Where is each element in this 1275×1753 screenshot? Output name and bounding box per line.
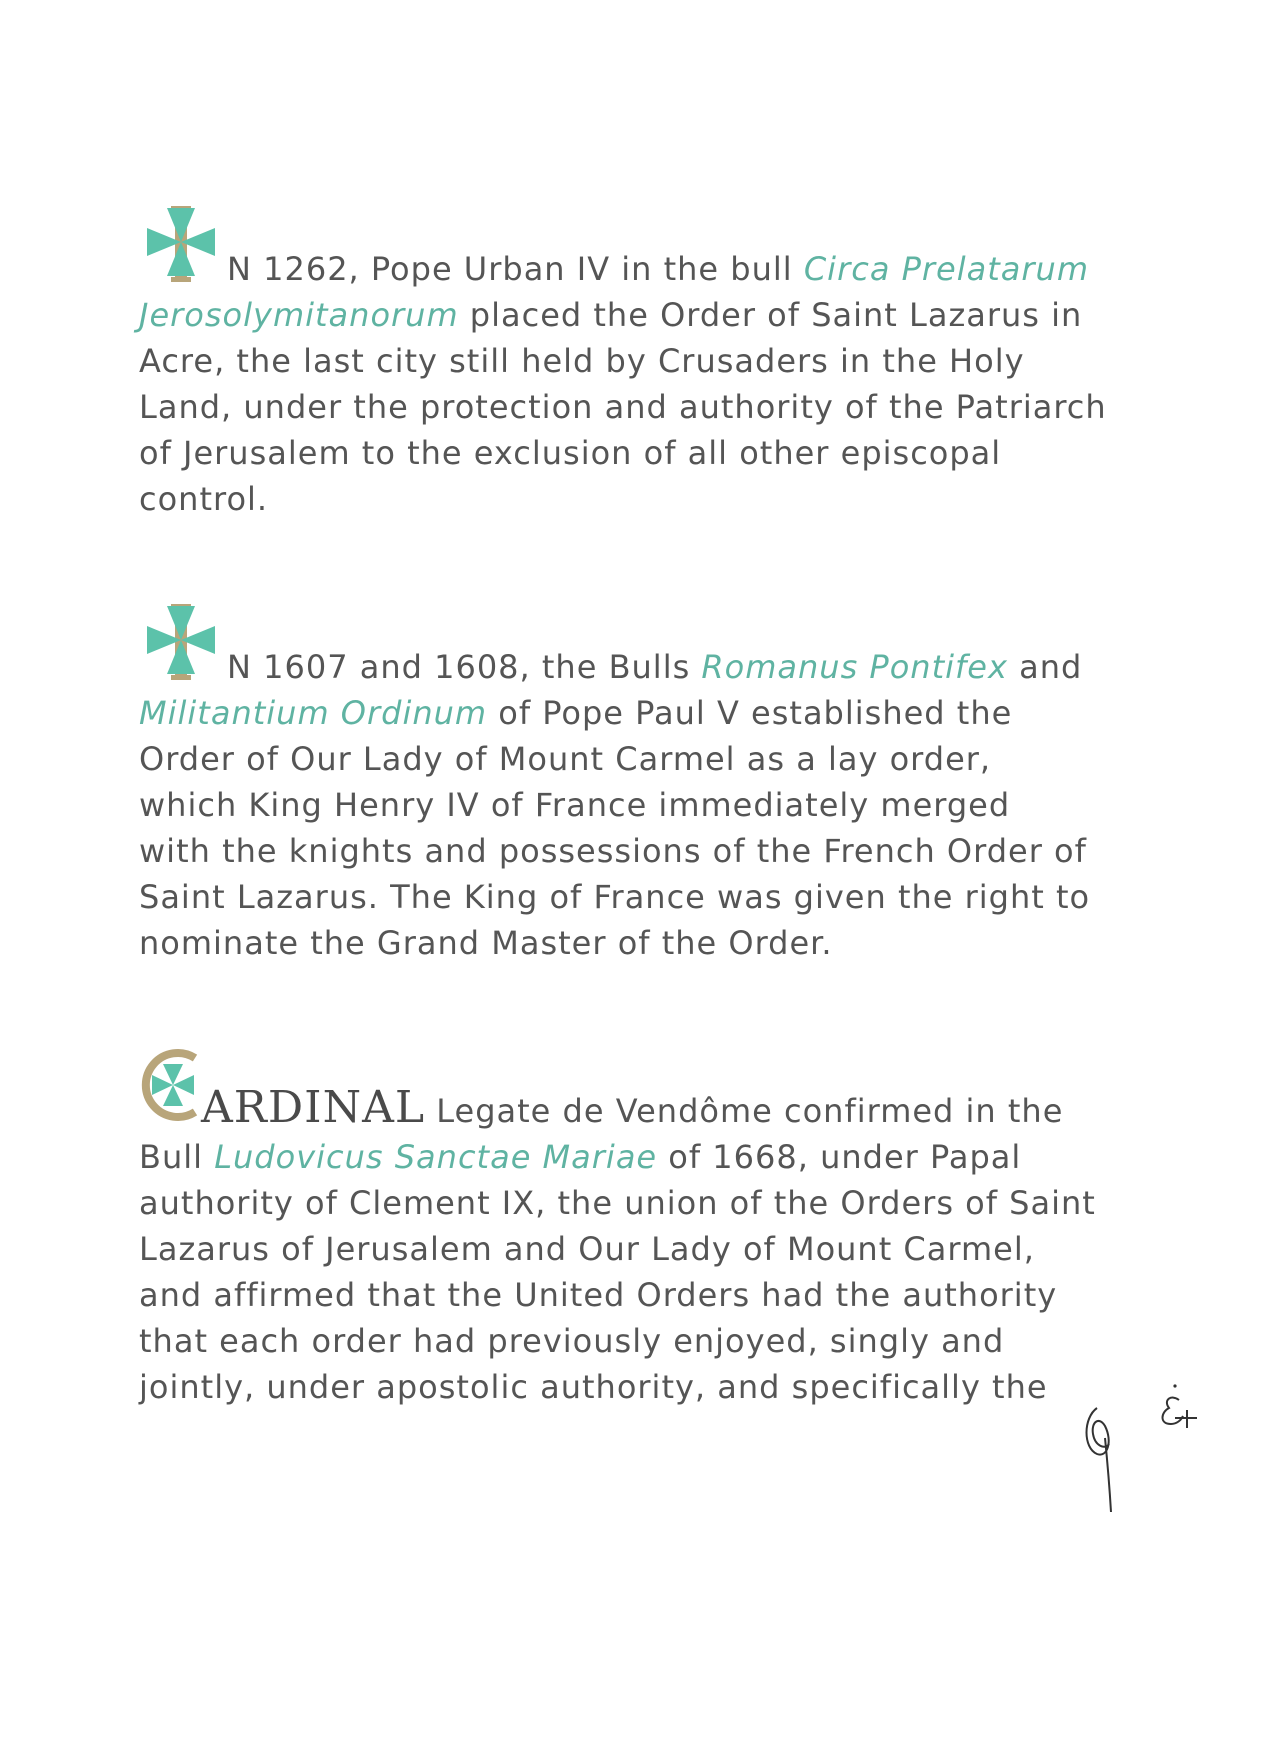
illuminated-initial-i xyxy=(139,228,227,286)
line: control. xyxy=(139,480,269,518)
cross-in-c-icon xyxy=(135,1044,207,1126)
line-text: N 1607 and 1608, the Bulls xyxy=(227,648,702,686)
handwritten-initials-signature xyxy=(1075,1378,1205,1518)
line: and affirmed that the United Orders had the authority xyxy=(139,1276,1058,1314)
latin-title: Ludovicus Sanctae Mariae xyxy=(214,1138,658,1176)
maltese-cross-icon xyxy=(137,596,233,686)
line: with the knights and possessions of the French Order of xyxy=(139,832,1087,870)
line: that each order had previously enjoyed, singly and xyxy=(139,1322,1005,1360)
line-text: Legate de Vendôme confirmed in the xyxy=(425,1092,1064,1130)
line-text: Bull xyxy=(139,1138,215,1176)
line-text: placed the Order of Saint Lazarus in xyxy=(458,296,1083,334)
line-text: N 1262, Pope Urban IV in the bull xyxy=(227,250,804,288)
line: Order of Our Lady of Mount Carmel as a lay order, xyxy=(139,740,992,778)
line xyxy=(139,292,1119,338)
line xyxy=(139,690,1119,736)
line: Lazarus of Jerusalem and Our Lady of Mount Carmel, xyxy=(139,1230,1035,1268)
line: Acre, the last city still held by Crusaders in the Holy xyxy=(139,342,1025,380)
line xyxy=(139,626,1119,690)
latin-title: Circa Prelatarum xyxy=(803,250,1089,288)
illuminated-initial-i xyxy=(139,626,227,684)
drop-cap-word: ARDINAL xyxy=(201,1082,426,1133)
line-text: and xyxy=(1007,648,1083,686)
line: authority of Clement IX, the union of the Orders of Saint xyxy=(139,1184,1096,1222)
line: Saint Lazarus. The King of France was given the right to xyxy=(139,878,1091,916)
line: which King Henry IV of France immediately merged xyxy=(139,786,1011,824)
line-text: of Pope Paul V established the xyxy=(487,694,1013,732)
line: nominate the Grand Master of the Order. xyxy=(139,924,833,962)
line-text: of 1668, under Papal xyxy=(657,1138,1022,1176)
paragraph-1 xyxy=(139,228,1119,522)
line: jointly, under apostolic authority, and specifically the xyxy=(139,1368,1048,1406)
latin-title: Militantium Ordinum xyxy=(139,694,488,732)
paragraph-3 xyxy=(139,1070,1119,1410)
paragraph-2 xyxy=(139,626,1119,966)
latin-title: Romanus Pontifex xyxy=(701,648,1008,686)
line xyxy=(139,1134,1119,1180)
illuminated-initial-c xyxy=(139,1070,201,1128)
line xyxy=(139,228,1119,292)
latin-title: Jerosolymitanorum xyxy=(139,296,459,334)
line xyxy=(139,1070,1119,1134)
maltese-cross-icon xyxy=(137,198,233,288)
line: of Jerusalem to the exclusion of all other episcopal xyxy=(139,434,1002,472)
line: Land, under the protection and authority of the Patriarch xyxy=(139,388,1107,426)
